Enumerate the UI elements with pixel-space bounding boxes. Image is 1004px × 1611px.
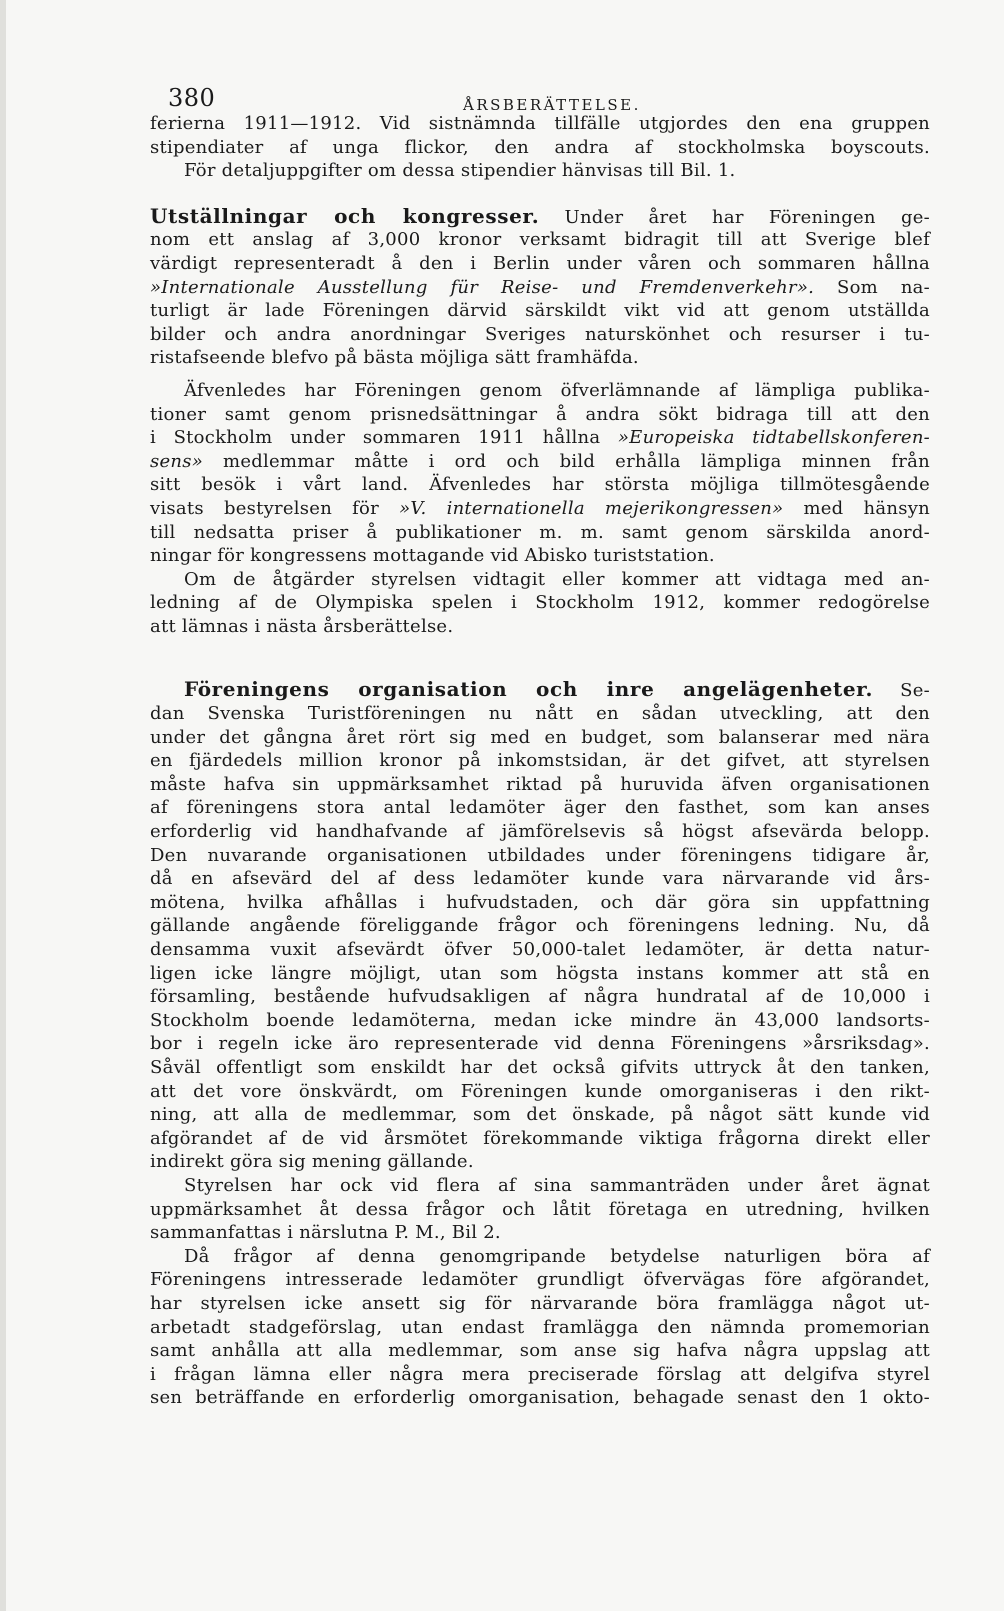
section-heading: Föreningens organisation och inre angelägenheter. xyxy=(184,677,874,702)
text-line: gällande angående föreliggande frågor och föreningens ledning. Nu, då xyxy=(150,915,930,937)
text-line: afgörandet af de vid årsmötet förekommande viktiga frågorna direkt eller xyxy=(150,1127,930,1149)
text-line: sitt besök i vårt land. Äfvenledes har största möjliga tillmötesgående xyxy=(150,474,930,496)
intro-paragraph xyxy=(150,112,930,183)
italic-title: »Europeiska tidtabellskonferen- xyxy=(617,427,930,449)
text-line: till nedsatta priser å publikationer m. m. samt genom särskilda anord- xyxy=(150,521,930,543)
text-line: Då frågor af denna genomgripande betydelse naturligen böra af xyxy=(184,1245,930,1267)
text-line xyxy=(150,497,930,521)
book-page xyxy=(150,74,930,1410)
text-line: af föreningens stora antal ledamöter äger den fasthet, som kan anses xyxy=(150,797,930,819)
section-organisation xyxy=(150,678,930,1409)
text-run: visats bestyrelsen för xyxy=(150,497,379,519)
text-line: har styrelsen icke ansett sig för närvarande böra framlägga något ut- xyxy=(150,1292,930,1314)
text-line: mötena, hvilka afhållas i hufvudstaden, och där göra sin uppfattning xyxy=(150,891,930,913)
text-line: bilder och andra anordningar Sveriges naturskönhet och resurser i tu- xyxy=(150,323,930,345)
text-line: måste hafva sin uppmärksamhet riktad på huruvida äfven organisationen xyxy=(150,773,930,795)
text-line: indirekt göra sig mening gällande. xyxy=(150,1151,474,1173)
text-run: med hänsyn xyxy=(803,497,930,519)
text-line: arbetadt stadgeförslag, utan endast framlägga den nämnda promemorian xyxy=(150,1316,930,1338)
text-line: dan Svenska Turistföreningen nu nått en sådan utveckling, att den xyxy=(150,703,930,725)
text-line: Äfvenledes har Föreningen genom öfverlämnande af lämpliga publika- xyxy=(184,379,930,401)
italic-title: sens» xyxy=(150,450,203,472)
text-line: att lämnas i nästa årsberättelse. xyxy=(150,615,454,637)
text-line xyxy=(150,205,930,229)
text-line: densamma vuxit afsevärdt öfver 50,000-talet ledamöter, är detta natur- xyxy=(150,939,930,960)
text-line: ligen icke längre möjligt, utan som högsta instans kommer att stå en xyxy=(150,962,930,984)
text-line: ferierna 1911—1912. Vid sistnämnda tillfälle utgjordes den ena gruppen xyxy=(150,113,930,134)
text-line: en fjärdedels million kronor på inkomstsidan, är det gifvet, att styrelsen xyxy=(150,750,930,772)
text-line: sammanfattas i närslutna P. M., Bil 2. xyxy=(150,1222,501,1244)
section-exhibitions xyxy=(150,205,930,639)
text-line: värdigt representeradt å den i Berlin under våren och sommaren hållna xyxy=(150,252,930,274)
text-line: ningar för kongressens mottagande vid Abisko turiststation. xyxy=(150,545,715,567)
running-title: ÅRSBERÄTTELSE. xyxy=(463,96,641,114)
text-line: nom ett anslag af 3,000 kronor verksamt bidragit till att Sverige blef xyxy=(150,229,930,251)
text-line xyxy=(150,276,930,300)
text-line: under det gångna året rört sig med en budget, som balanserar med nära xyxy=(150,726,930,748)
text-line: samt anhålla att alla medlemmar, som anse sig hafva några uppslag att xyxy=(150,1340,930,1362)
text-run: Som na- xyxy=(836,276,930,298)
text-line: i frågan lämna eller några mera preciserade förslag att delgifva styrel xyxy=(150,1363,930,1385)
text-line xyxy=(150,678,930,702)
text-line: Föreningens intresserade ledamöter grundligt öfvervägas före afgörandet, xyxy=(150,1269,930,1291)
text-line: Stockholm boende ledamöterna, medan icke mindre än 43,000 landsorts- xyxy=(150,1009,930,1031)
page-header xyxy=(150,74,930,112)
text-line: tioner samt genom prisnedsättningar å andra sökt bidraga till att den xyxy=(150,403,930,425)
text-line: Om de åtgärder styrelsen vidtagit eller kommer att vidtaga med an- xyxy=(184,568,930,590)
text-line: stipendiater af unga flickor, den andra af stockholmska boyscouts. xyxy=(150,136,930,158)
text-run: medlemmar måtte i ord och bild erhålla lämpliga minnen från xyxy=(223,450,930,472)
text-line: Den nuvarande organisationen utbildades under föreningens tidigare år, xyxy=(150,844,930,866)
text-line: turligt är lade Föreningen därvid särskildt vikt vid att genom utställda xyxy=(150,300,930,322)
text-line xyxy=(150,426,930,450)
italic-title: »Internationale Ausstellung für Reise- und Fremdenverkehr». xyxy=(150,276,815,298)
text-run: Under året har Föreningen ge- xyxy=(564,206,930,228)
text-line: ristafseende blefvo på bästa möjliga sätt framhäfda. xyxy=(150,347,639,369)
text-run: Se- xyxy=(900,680,930,702)
italic-title: »V. internationella mejerikongressen» xyxy=(399,497,784,519)
text-line: För detaljuppgifter om dessa stipendier hänvisas till Bil. 1. xyxy=(184,160,736,182)
text-line: Styrelsen har ock vid flera af sina sammanträden under året ägnat xyxy=(184,1174,930,1196)
section-heading: Utställningar och kongresser. xyxy=(150,203,540,228)
text-line xyxy=(150,450,930,474)
text-line: uppmärksamhet åt dessa frågor och låtit företaga en utredning, hvilken xyxy=(150,1198,930,1220)
text-line: sen beträffande en erforderlig omorganisation, behagade senast den 1 okto- xyxy=(150,1387,930,1409)
text-line: bor i regeln icke äro representerade vid denna Föreningens »årsriksdag». xyxy=(150,1033,930,1055)
text-line: erforderlig vid handhafvande af jämförelsevis så högst afsevärda belopp. xyxy=(150,821,930,843)
page-edge xyxy=(0,0,6,1611)
text-line: Såväl offentligt som enskildt har det också gifvits uttryck åt den tanken, xyxy=(150,1056,930,1078)
page-number: 380 xyxy=(168,84,216,112)
text-line: att det vore önskvärdt, om Föreningen kunde omorganiseras i den rikt- xyxy=(150,1080,930,1102)
text-line: församling, bestående hufvudsakligen af några hundratal af de 10,000 i xyxy=(150,986,930,1008)
text-run: i Stockholm under sommaren 1911 hållna xyxy=(150,427,601,449)
text-line: då en afsevärd del af dess ledamöter kunde vara närvarande vid års- xyxy=(150,868,930,890)
text-line: ledning af de Olympiska spelen i Stockholm 1912, kommer redogörelse xyxy=(150,592,930,614)
text-line: ning, att alla de medlemmar, som det önskade, på något sätt kunde vid xyxy=(150,1104,930,1126)
